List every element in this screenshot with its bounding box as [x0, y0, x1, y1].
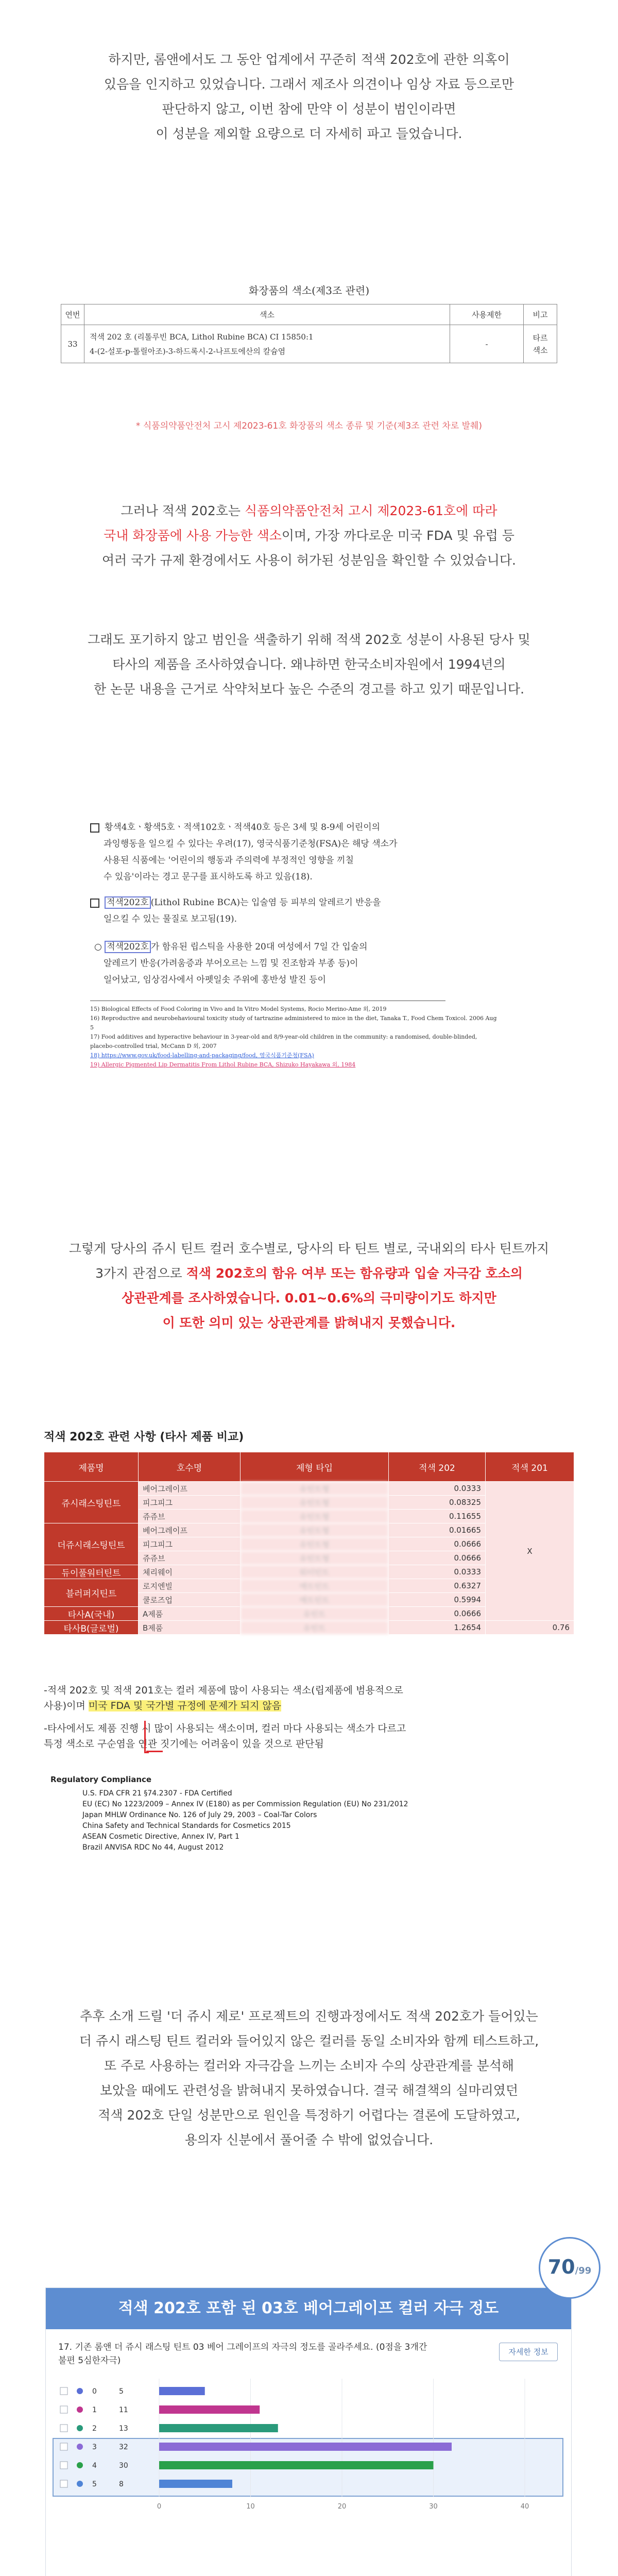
score-label: 2 — [92, 2425, 97, 2433]
score-total: /99 — [575, 2265, 592, 2276]
product-name-cell: 타사A(국내) — [44, 1607, 139, 1621]
red202-cell: 0.6327 — [389, 1579, 486, 1593]
note-line: 색소 — [533, 345, 548, 355]
reg-line: EU (EC) No 1223/2009 – Annex IV (E180) as per Commission Regulation (EU) No 231/2012 — [82, 1800, 408, 1808]
intro-line: 있음을 인지하고 있었습니다. 그래서 제조사 의견이나 임상 자료 등으로만 — [104, 77, 514, 92]
text: 추후 소개 드릴 '더 쥬시 제로' 프로젝트의 진행과정에서도 적색 202호가 들어있는 — [80, 2009, 538, 2024]
data-bar — [159, 2405, 260, 2414]
product-name-cell: 듀이풀워터틴트 — [44, 1565, 139, 1579]
text: 이며, 가장 까다로운 미국 FDA 및 유럽 등 — [281, 528, 514, 543]
product-name-cell: 블러퍼지틴트 — [44, 1579, 139, 1607]
col-header: 제품명 — [44, 1452, 139, 1482]
row-note — [524, 325, 557, 363]
tick-label: 20 — [337, 2503, 347, 2511]
col-header: 적색 201 — [486, 1452, 574, 1482]
question-line: 불편 5심한자극) — [58, 2355, 121, 2366]
note-line: 타르 — [533, 333, 548, 343]
text: 그러나 적색 202호는 — [121, 503, 245, 518]
footnote: 15) Biological Effects of Food Coloring in Vivo and In Vitro Model Systems, Rocio Merino-Ame 외, 2019 — [90, 1006, 387, 1012]
checkbox-square-icon — [90, 823, 99, 833]
highlight-text: 식품의약품안전처 고시 제2023-61호에 따라 — [245, 503, 497, 518]
text: 여러 국가 규제 환경에서도 사용이 허가된 성분임을 확인할 수 있었습니다. — [102, 553, 516, 568]
red202-cell: 0.01665 — [389, 1523, 486, 1537]
text: 과잉행동을 일으킬 수 있다는 우려(17), 영국식품기준청(FSA)은 해당 색소가 — [104, 839, 398, 849]
red201-cell: X — [486, 1482, 574, 1621]
intro-line: 이 성분을 제외할 요량으로 더 자세히 파고 들었습니다. — [156, 126, 462, 141]
score-value: 70 — [547, 2256, 575, 2278]
count-label: 13 — [119, 2425, 128, 2433]
data-bar — [159, 2443, 452, 2451]
data-bar — [159, 2387, 205, 2395]
reg-line: ASEAN Cosmetic Directive, Annex IV, Part 1 — [82, 1833, 239, 1841]
row-checkbox — [60, 2480, 67, 2487]
score-label: 0 — [92, 2387, 97, 2396]
reg-line: Japan MHLW Ordinance No. 126 of July 29, 2003 – Coal-Tar Colors — [82, 1811, 317, 1819]
count-label: 11 — [119, 2406, 128, 2414]
regulation-table-title: 화장품의 색소(제3조 관련) — [248, 284, 370, 297]
col-header-limit: 사용제한 — [450, 304, 524, 325]
row-checkbox — [60, 2406, 67, 2413]
count-label: 32 — [119, 2443, 128, 2451]
red-table-title: 적색 202호 관련 사항 (타사 제품 비교) — [44, 1431, 244, 1444]
highlight-text: 상관관계를 조사하였습니다. 0.01~0.6%의 극미량이기도 하지만 — [122, 1291, 496, 1306]
col-header-num: 연번 — [61, 304, 84, 325]
survey-question — [58, 2341, 450, 2367]
score-label: 1 — [92, 2406, 97, 2414]
note-text: -타사에서도 제품 진행 시 많이 사용되는 색소이며, 컬러 마다 사용되는 색소가 다르고 — [44, 1723, 406, 1734]
text: 적색 202호 단일 성분만으로 원인을 특정하기 어렵다는 결론에 도달하였고, — [98, 2108, 520, 2123]
score-label: 5 — [92, 2480, 97, 2488]
type-cell: 워터틴트 — [241, 1565, 389, 1579]
excerpt-item-2 — [90, 894, 492, 927]
survey-title: 적색 202호 포함 된 03호 베어그레이프 컬러 자극 정도 — [46, 2288, 571, 2329]
count-label: 5 — [119, 2387, 124, 2396]
type-cell: 유틴트 — [241, 1607, 389, 1621]
score-badge — [539, 2237, 600, 2299]
score-label: 3 — [92, 2443, 97, 2451]
regulatory-compliance — [50, 1774, 411, 1853]
excerpt-item-3: ○ 적색202호 가 함유된 립스틱을 사용한 20대 여성에서 7일 간 입술의 알레르기 반응(가려움증과 부어오르는 느낌 및 진조함과 부종 등)이 일어났고, 임상검사에서 아펫일솟 주위에 홍반성 발진 등이 — [90, 939, 492, 988]
legend-dot — [77, 2462, 83, 2468]
intro-line: 하지만, 롬앤에서도 그 동안 업계에서 꾸준히 적색 202호에 관한 의혹이 — [108, 52, 510, 67]
para-conclusion — [0, 2004, 618, 2153]
text: 용의자 신분에서 풀어줄 수 밖에 없었습니다. — [184, 2132, 434, 2147]
highlight-text: 미국 FDA 및 국가별 규정에 문제가 되지 않음 — [88, 1700, 282, 1711]
footnote-link[interactable]: 19) Allergic Pigmented Lip Dermatitis From Lithol Rubine BCA, Shizuko Hayakawa 외, 1984 — [90, 1061, 356, 1068]
footnotes — [90, 1005, 502, 1070]
row-checkbox — [60, 2462, 67, 2469]
type-cell: 유틴트형 — [241, 1523, 389, 1537]
text: 그래도 포기하지 않고 범인을 색출하기 위해 적색 202호 성분이 사용된 당사 및 — [88, 632, 530, 647]
text: 수 있음'이라는 경고 문구를 표시하도록 하고 있음(18). — [104, 872, 313, 882]
shade-cell: 쿨로즈업 — [139, 1593, 241, 1607]
row-checkbox — [60, 2425, 67, 2432]
red202-cell: 0.0666 — [389, 1551, 486, 1565]
col-header: 적색 202 — [389, 1452, 486, 1482]
para-investigation — [0, 628, 618, 702]
regulation-table — [61, 304, 557, 363]
comparison-table — [44, 1452, 574, 1635]
survey-card-1 — [45, 2287, 572, 2576]
footnote-link[interactable]: 18) https://www.gov.uk/food-labelling-and-packaging/food, 영국식품기준청(FSA) — [90, 1052, 314, 1059]
note-text: 사용)이며 — [44, 1700, 89, 1711]
shade-cell: 피그피그 — [139, 1496, 241, 1510]
type-cell: 유틴트형 — [241, 1510, 389, 1523]
survey-bar-chart — [46, 2365, 570, 2571]
text: 타사의 제품을 조사하였습니다. 왜냐하면 한국소비자원에서 1994년의 — [112, 657, 506, 672]
text: 일으킬 수 있는 물질로 보고됨(19). — [104, 914, 237, 924]
type-cell: 유틴트형 — [241, 1551, 389, 1565]
table-row — [44, 1621, 574, 1635]
tick-label: 30 — [429, 2503, 438, 2511]
data-bar — [159, 2461, 434, 2469]
intro-line: 판단하지 않고, 이번 참에 만약 이 성분이 범인이라면 — [162, 101, 456, 116]
text: (Lithol Rubine BCA)는 입술염 등 피부의 알레르기 반응을 — [150, 897, 381, 908]
legend-dot — [77, 2444, 83, 2450]
legend-dot — [77, 2406, 83, 2413]
red202-cell: 0.11655 — [389, 1510, 486, 1523]
shade-cell: 체리웨이 — [139, 1565, 241, 1579]
reg-line: Brazil ANVISA RDC No 44, August 2012 — [82, 1843, 224, 1852]
checkbox-square-icon — [90, 899, 99, 908]
col-header-note: 비고 — [524, 304, 557, 325]
product-name-cell: 더쥬시래스팅틴트 — [44, 1523, 139, 1565]
shade-cell: A제품 — [139, 1607, 241, 1621]
shade-cell: 베어그레이프 — [139, 1523, 241, 1537]
pigment-name: 적색 202 호 (리톨루빈 BCA, Lithol Rubine BCA) CI 15850:1 — [90, 332, 314, 342]
shade-cell: 베어그레이프 — [139, 1482, 241, 1496]
regulation-caption: * 식품의약품안전처 고시 제2023-61호 화장품의 색소 종류 및 기준(제3조 관련 차로 발췌) — [135, 421, 483, 431]
excerpt-item-1 — [90, 819, 492, 885]
reg-title: Regulatory Compliance — [50, 1775, 152, 1784]
col-header-pigment: 색소 — [84, 304, 450, 325]
red202-cell: 0.08325 — [389, 1496, 486, 1510]
row-checkbox — [60, 2387, 67, 2395]
highlight-text: 국내 화장품에 사용 가능한 색소 — [104, 528, 282, 543]
shade-cell: B제품 — [139, 1621, 241, 1635]
circled-text: 적색202호 — [105, 941, 151, 953]
red202-cell: 1.2654 — [389, 1621, 486, 1635]
text: 더 쥬시 래스팅 틴트 컬러와 들어있지 않은 컬러를 동일 소비자와 함께 테스트하고, — [79, 2033, 539, 2048]
text: 그렇게 당사의 쥬시 틴트 컬러 호수별로, 당사의 타 틴트 별로, 국내외의 타사 틴트까지 — [68, 1241, 550, 1256]
tick-label: 10 — [246, 2503, 255, 2511]
shade-cell: 로지엔빌 — [139, 1579, 241, 1593]
footnote: 16) Reproductive and neurobehavioural toxicity study of tartrazine administered to mice in the diet, Tanaka T., Food Chem Toxicol. 2006 Aug 5 — [90, 1015, 497, 1031]
data-bar — [159, 2424, 278, 2432]
shade-cell: 쥬쥬브 — [139, 1510, 241, 1523]
para-fda — [0, 499, 618, 573]
product-name-cell: 쥬시래스팅틴트 — [44, 1482, 139, 1523]
product-name-cell: 타사B(글로벌) — [44, 1621, 139, 1635]
count-label: 8 — [119, 2480, 124, 2488]
shade-cell: 피그피그 — [139, 1537, 241, 1551]
highlight-text: 이 또한 의미 있는 상관관계를 밝혀내지 못했습니다. — [162, 1315, 456, 1330]
red201-cell: 0.76 — [486, 1621, 574, 1635]
footnote: 17) Food additives and hyperactive behaviour in 3-year-old and 8/9-year-old children in the community: a randomised, double-blinded, placebo-controlled trial, McCann D 외, 2007 — [90, 1033, 477, 1049]
red202-cell: 0.0666 — [389, 1607, 486, 1621]
type-cell: 유틴트형 — [241, 1482, 389, 1496]
text: 보았을 때에도 관련성을 밝혀내지 못하였습니다. 결국 해결책의 실마리였던 — [99, 2083, 519, 2098]
red202-cell: 0.0666 — [389, 1537, 486, 1551]
circled-text: 적색202호 — [105, 896, 151, 909]
table-row — [44, 1482, 574, 1496]
tick-label: 0 — [157, 2503, 162, 2511]
text: 황색4호ㆍ황색5호ㆍ적색102호ㆍ적색40호 등은 3세 및 8-9세 어린이의 — [105, 822, 381, 833]
intro-paragraph — [0, 47, 618, 146]
red202-cell: 0.0333 — [389, 1565, 486, 1579]
text: 일어났고, 임상검사에서 아펫일솟 주위에 홍반성 발진 등이 — [104, 975, 326, 985]
shade-cell: 쥬쥬브 — [139, 1551, 241, 1565]
row-pigment — [84, 325, 450, 363]
text: 가 함유된 립스틱을 사용한 20대 여성에서 7일 간 입술의 — [150, 942, 368, 952]
highlight-text: 적색 202호의 함유 여부 또는 함유량과 입술 자극감 호소의 — [186, 1266, 523, 1281]
col-header: 호수명 — [139, 1452, 241, 1482]
type-cell: 유틴트형 — [241, 1537, 389, 1551]
text: 3가지 관점으로 — [95, 1266, 186, 1281]
count-label: 30 — [119, 2462, 128, 2470]
type-cell: 매트틴트 — [241, 1579, 389, 1593]
row-limit: - — [450, 325, 524, 363]
row-num: 33 — [61, 325, 84, 363]
reg-line: China Safety and Technical Standards for Cosmetics 2015 — [82, 1822, 291, 1830]
question-line: 17. 기존 롬앤 더 쥬시 래스팅 틴트 03 베어 그레이프의 자극의 정도를 골라주세요. (0점을 3개간 — [58, 2342, 427, 2352]
score-label: 4 — [92, 2462, 97, 2470]
pigment-desc: 4-(2-설포-p-톨릴아조)-3-하드록시-2-나프토에산의 칼슘염 — [90, 346, 286, 356]
type-cell: 유틴트형 — [241, 1496, 389, 1510]
text: 사용된 식품에는 '어린이의 행동과 주의력에 부정적인 영향을 끼칠 — [104, 855, 354, 866]
row-checkbox — [60, 2443, 67, 2450]
detail-info-button[interactable]: 자세한 정보 — [499, 2343, 558, 2361]
callout-arrow — [146, 1751, 163, 1752]
callout-arrow — [144, 1721, 149, 1753]
legend-dot — [77, 2425, 83, 2431]
text: 알레르기 반응(가려움증과 부어오르는 느낌 및 진조함과 부종 등)이 — [104, 958, 358, 969]
tick-label: 40 — [520, 2503, 529, 2511]
notes-block — [44, 1683, 574, 1752]
legend-dot — [77, 2481, 83, 2487]
data-bar — [159, 2480, 232, 2488]
text: 한 논문 내용을 근거로 삭약처보다 높은 수준의 경고를 하고 있기 때문입니다. — [93, 682, 525, 697]
red202-cell: 0.5994 — [389, 1593, 486, 1607]
legend-dot — [77, 2388, 83, 2394]
type-cell: 유틴트 — [241, 1621, 389, 1635]
col-header: 제형 타입 — [241, 1452, 389, 1482]
note-text: -적색 202호 및 적색 201호는 컬러 제품에 많이 사용되는 색소(립제품에 범용적으로 — [44, 1685, 403, 1696]
note-text: 특정 색소로 구순염을 연관 짓기에는 어려움이 있을 것으로 판단됨 — [44, 1738, 324, 1750]
text: 또 주로 사용하는 컬러와 자극감을 느끼는 소비자 수의 상관관계를 분석해 — [104, 2058, 514, 2073]
red202-cell: 0.0333 — [389, 1482, 486, 1496]
type-cell: 매트틴트 — [241, 1593, 389, 1607]
para-survey-intro — [0, 1236, 618, 1335]
reg-line: U.S. FDA CFR 21 §74.2307 - FDA Certified — [82, 1789, 232, 1798]
